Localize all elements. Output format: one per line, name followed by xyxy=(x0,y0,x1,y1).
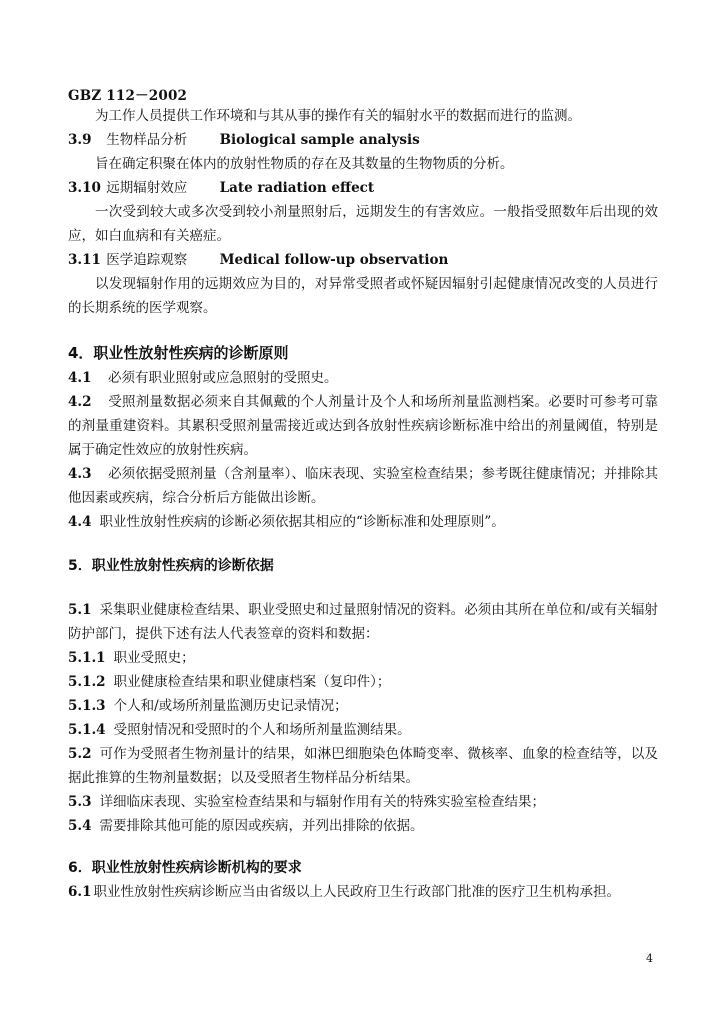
item-number: 5.1.3 xyxy=(68,698,106,714)
section-5-title: 5．职业性放射性疾病的诊断依据 xyxy=(68,558,274,574)
definition-number: 3.11 xyxy=(68,252,101,268)
item-number: 6.1 xyxy=(68,884,92,900)
list-item xyxy=(68,366,658,390)
definition-number: 3.9 xyxy=(68,132,92,148)
item-text: 可作为受照者生物剂量计的结果，如淋巴细胞染色体畸变率、微核率、血象的检查结等，以及据此推算的生物剂量数据；以及受照者生物样品分析结果。 xyxy=(68,746,658,786)
list-item xyxy=(68,646,658,670)
list-item xyxy=(68,462,658,510)
intro-continuation: 为工作人员提供工作环境和与其从事的操作有关的辐射水平的数据而进行的监测。 xyxy=(95,108,581,124)
item-text: 个人和/或场所剂量监测历史记录情况； xyxy=(113,698,348,714)
list-item xyxy=(68,790,658,814)
item-text: 受照射情况和受照时的个人和场所剂量监测结果。 xyxy=(113,722,411,738)
item-number: 5.1 xyxy=(68,602,92,618)
item-number: 5.3 xyxy=(68,794,92,810)
list-item xyxy=(68,390,658,462)
item-number: 5.1.1 xyxy=(68,650,106,666)
section-6-title: 6．职业性放射性疾病诊断机构的要求 xyxy=(68,860,302,876)
definition-heading-3-9 xyxy=(68,128,658,152)
list-item xyxy=(68,598,658,646)
item-number: 4.2 xyxy=(68,394,92,410)
item-number: 4.4 xyxy=(68,514,92,530)
definition-heading-3-11 xyxy=(68,248,658,272)
item-text: 职业健康检查结果和职业健康档案（复印件）； xyxy=(113,674,391,690)
section-spacer xyxy=(68,578,658,598)
definition-term-en: Biological sample analysis xyxy=(219,132,420,148)
item-text: 受照剂量数据必须来自其佩戴的个人剂量计及个人和场所剂量监测档案。必要时可参考可靠的剂量重建资料。其累积受照剂量需接近或达到各放射性疾病诊断标准中给出的剂量阈值，特别是属于确定性效应的放射性疾病。 xyxy=(68,394,658,458)
item-number: 4.3 xyxy=(68,466,92,482)
document-body xyxy=(68,104,658,904)
item-text: 需要排除其他可能的原因或疾病，并列出排除的依据。 xyxy=(99,818,424,834)
definition-term-zh: 远期辐射效应 xyxy=(106,180,188,196)
list-item xyxy=(68,510,658,534)
standard-code: GBZ 112－2002 xyxy=(68,88,188,104)
definition-text: 以发现辐射作用的远期效应为目的，对异常受照者或怀疑因辐射引起健康情况改变的人员进行的长期系统的医学观察。 xyxy=(68,276,658,316)
list-item xyxy=(68,814,658,838)
list-item xyxy=(68,880,658,904)
definition-number: 3.10 xyxy=(68,180,101,196)
list-item xyxy=(68,670,658,694)
item-number: 5.1.2 xyxy=(68,674,106,690)
definition-heading-3-10 xyxy=(68,176,658,200)
definition-term-zh: 医学追踪观察 xyxy=(106,252,188,268)
section-4-title: 4．职业性放射性疾病的诊断原则 xyxy=(68,344,289,362)
item-text: 职业性放射性疾病的诊断必须依据其相应的“诊断标准和处理原则”。 xyxy=(99,514,505,530)
list-item xyxy=(68,718,658,742)
definition-text: 一次受到较大或多次受到较小剂量照射后，远期发生的有害效应。一般指受照数年后出现的效应，如白血病和有关癌症。 xyxy=(68,204,658,244)
item-text: 采集职业健康检查结果、职业受照史和过量照射情况的资料。必须由其所在单位和/或有关辐射防护部门，提供下述有法人代表签章的资料和数据： xyxy=(68,602,658,642)
item-number: 5.4 xyxy=(68,818,92,834)
page-number: 4 xyxy=(646,952,653,965)
item-text: 职业受照史； xyxy=(113,650,195,666)
item-text: 详细临床表现、实验室检查结果和与辐射作用有关的特殊实验室检查结果； xyxy=(99,794,545,810)
definition-term-en: Late radiation effect xyxy=(219,180,375,196)
item-text: 必须依据受照剂量（含剂量率）、临床表现、实验室检查结果；参考既往健康情况；并排除其他因素或疾病，综合分析后方能做出诊断。 xyxy=(68,466,658,506)
item-number: 5.2 xyxy=(68,746,92,762)
list-item xyxy=(68,694,658,718)
item-number: 5.1.4 xyxy=(68,722,106,738)
definition-term-en: Medical follow-up observation xyxy=(219,252,449,268)
definition-term-zh: 生物样品分析 xyxy=(106,132,188,148)
item-text: 必须有职业照射或应急照射的受照史。 xyxy=(108,370,338,386)
definition-text: 旨在确定积聚在体内的放射性物质的存在及其数量的生物物质的分析。 xyxy=(95,156,514,172)
item-text: 职业性放射性疾病诊断应当由省级以上人民政府卫生行政部门批准的医疗卫生机构承担。 xyxy=(93,884,620,900)
list-item xyxy=(68,742,658,790)
item-number: 4.1 xyxy=(68,370,92,386)
